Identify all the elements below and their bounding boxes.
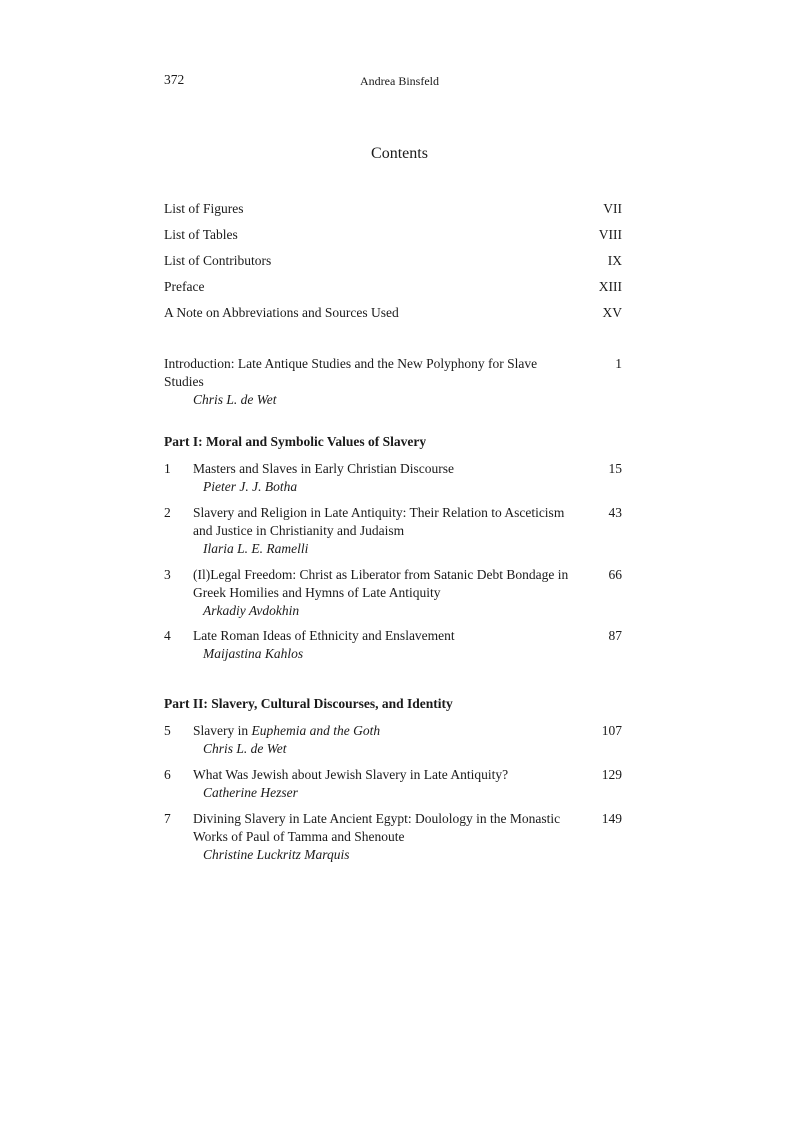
chapter-page: 43 (608, 505, 622, 520)
chapter-title: Slavery and Religion in Late Antiquity: Their Relation to Asceticism and Justice in Christianity and Judaism (193, 505, 565, 538)
toc-entry[interactable] (164, 278, 622, 296)
entry-page: IX (607, 253, 622, 268)
toc-entry[interactable] (164, 252, 622, 270)
entry-page: VIII (598, 227, 622, 242)
chapter-number: 5 (164, 723, 171, 738)
chapter-author: Chris L. de Wet (203, 741, 287, 756)
toc-entry[interactable] (164, 304, 622, 322)
chapter-number: 4 (164, 628, 171, 643)
chapter-title-prefix: Slavery in (193, 723, 252, 738)
chapter-title: (Il)Legal Freedom: Christ as Liberator from Satanic Debt Bondage in Greek Homilies and Hymns of Late Antiquity (193, 567, 569, 600)
toc-chapter[interactable] (164, 460, 622, 496)
toc-chapter[interactable] (164, 627, 622, 663)
entry-page: XV (602, 305, 622, 320)
chapter-author: Ilaria L. E. Ramelli (203, 541, 309, 556)
chapter-page: 15 (608, 461, 622, 476)
toc-chapter[interactable] (164, 810, 622, 864)
chapter-title: Divining Slavery in Late Ancient Egypt: Doulology in the Monastic Works of Paul of Tamma and Shenoute (193, 811, 561, 844)
entry-title: A Note on Abbreviations and Sources Used (164, 305, 399, 320)
chapter-number: 7 (164, 811, 171, 826)
chapter-title: Masters and Slaves in Early Christian Discourse (193, 461, 454, 476)
part-heading: Part I: Moral and Symbolic Values of Slavery (164, 434, 427, 449)
chapter-title-italic: Euphemia and the Goth (251, 723, 381, 738)
toc-chapter[interactable] (164, 722, 622, 758)
entry-author: Chris L. de Wet (193, 392, 277, 407)
running-head: Andrea Binsfeld (360, 74, 439, 88)
entry-title: List of Tables (164, 227, 238, 242)
entry-title: Introduction: Late Antique Studies and the New Polyphony for Slave Studies (164, 356, 538, 389)
toc-chapter[interactable] (164, 504, 622, 558)
chapter-number: 1 (164, 461, 171, 476)
toc-entry[interactable] (164, 226, 622, 244)
chapter-author: Arkadiy Avdokhin (203, 603, 300, 618)
chapter-title: Late Roman Ideas of Ethnicity and Enslavement (193, 628, 455, 643)
chapter-number: 3 (164, 567, 171, 582)
chapter-page: 107 (601, 723, 622, 738)
chapter-author: Christine Luckritz Marquis (203, 847, 350, 862)
chapter-author: Catherine Hezser (203, 785, 298, 800)
chapter-page: 149 (601, 811, 622, 826)
chapter-number: 6 (164, 767, 171, 782)
chapter-author: Maijastina Kahlos (203, 646, 304, 661)
entry-page: XIII (598, 279, 622, 294)
chapter-page: 66 (608, 567, 622, 582)
chapter-author: Pieter J. J. Botha (203, 479, 298, 494)
entry-title: List of Figures (164, 201, 244, 216)
entry-page: VII (603, 201, 622, 216)
chapter-title: What Was Jewish about Jewish Slavery in Late Antiquity? (193, 767, 509, 782)
page-number: 372 (164, 72, 185, 87)
toc-entry[interactable] (164, 200, 622, 218)
toc-entry-introduction[interactable] (164, 355, 622, 409)
toc-chapter[interactable] (164, 566, 622, 620)
toc-chapter[interactable] (164, 766, 622, 802)
chapter-number: 2 (164, 505, 171, 520)
chapter-page: 87 (608, 628, 622, 643)
entry-page: 1 (615, 356, 622, 371)
part-heading: Part II: Slavery, Cultural Discourses, and Identity (164, 696, 453, 711)
entry-title: Preface (164, 279, 205, 294)
contents-title: Contents (371, 145, 428, 162)
entry-title: List of Contributors (164, 253, 272, 268)
chapter-page: 129 (601, 767, 622, 782)
